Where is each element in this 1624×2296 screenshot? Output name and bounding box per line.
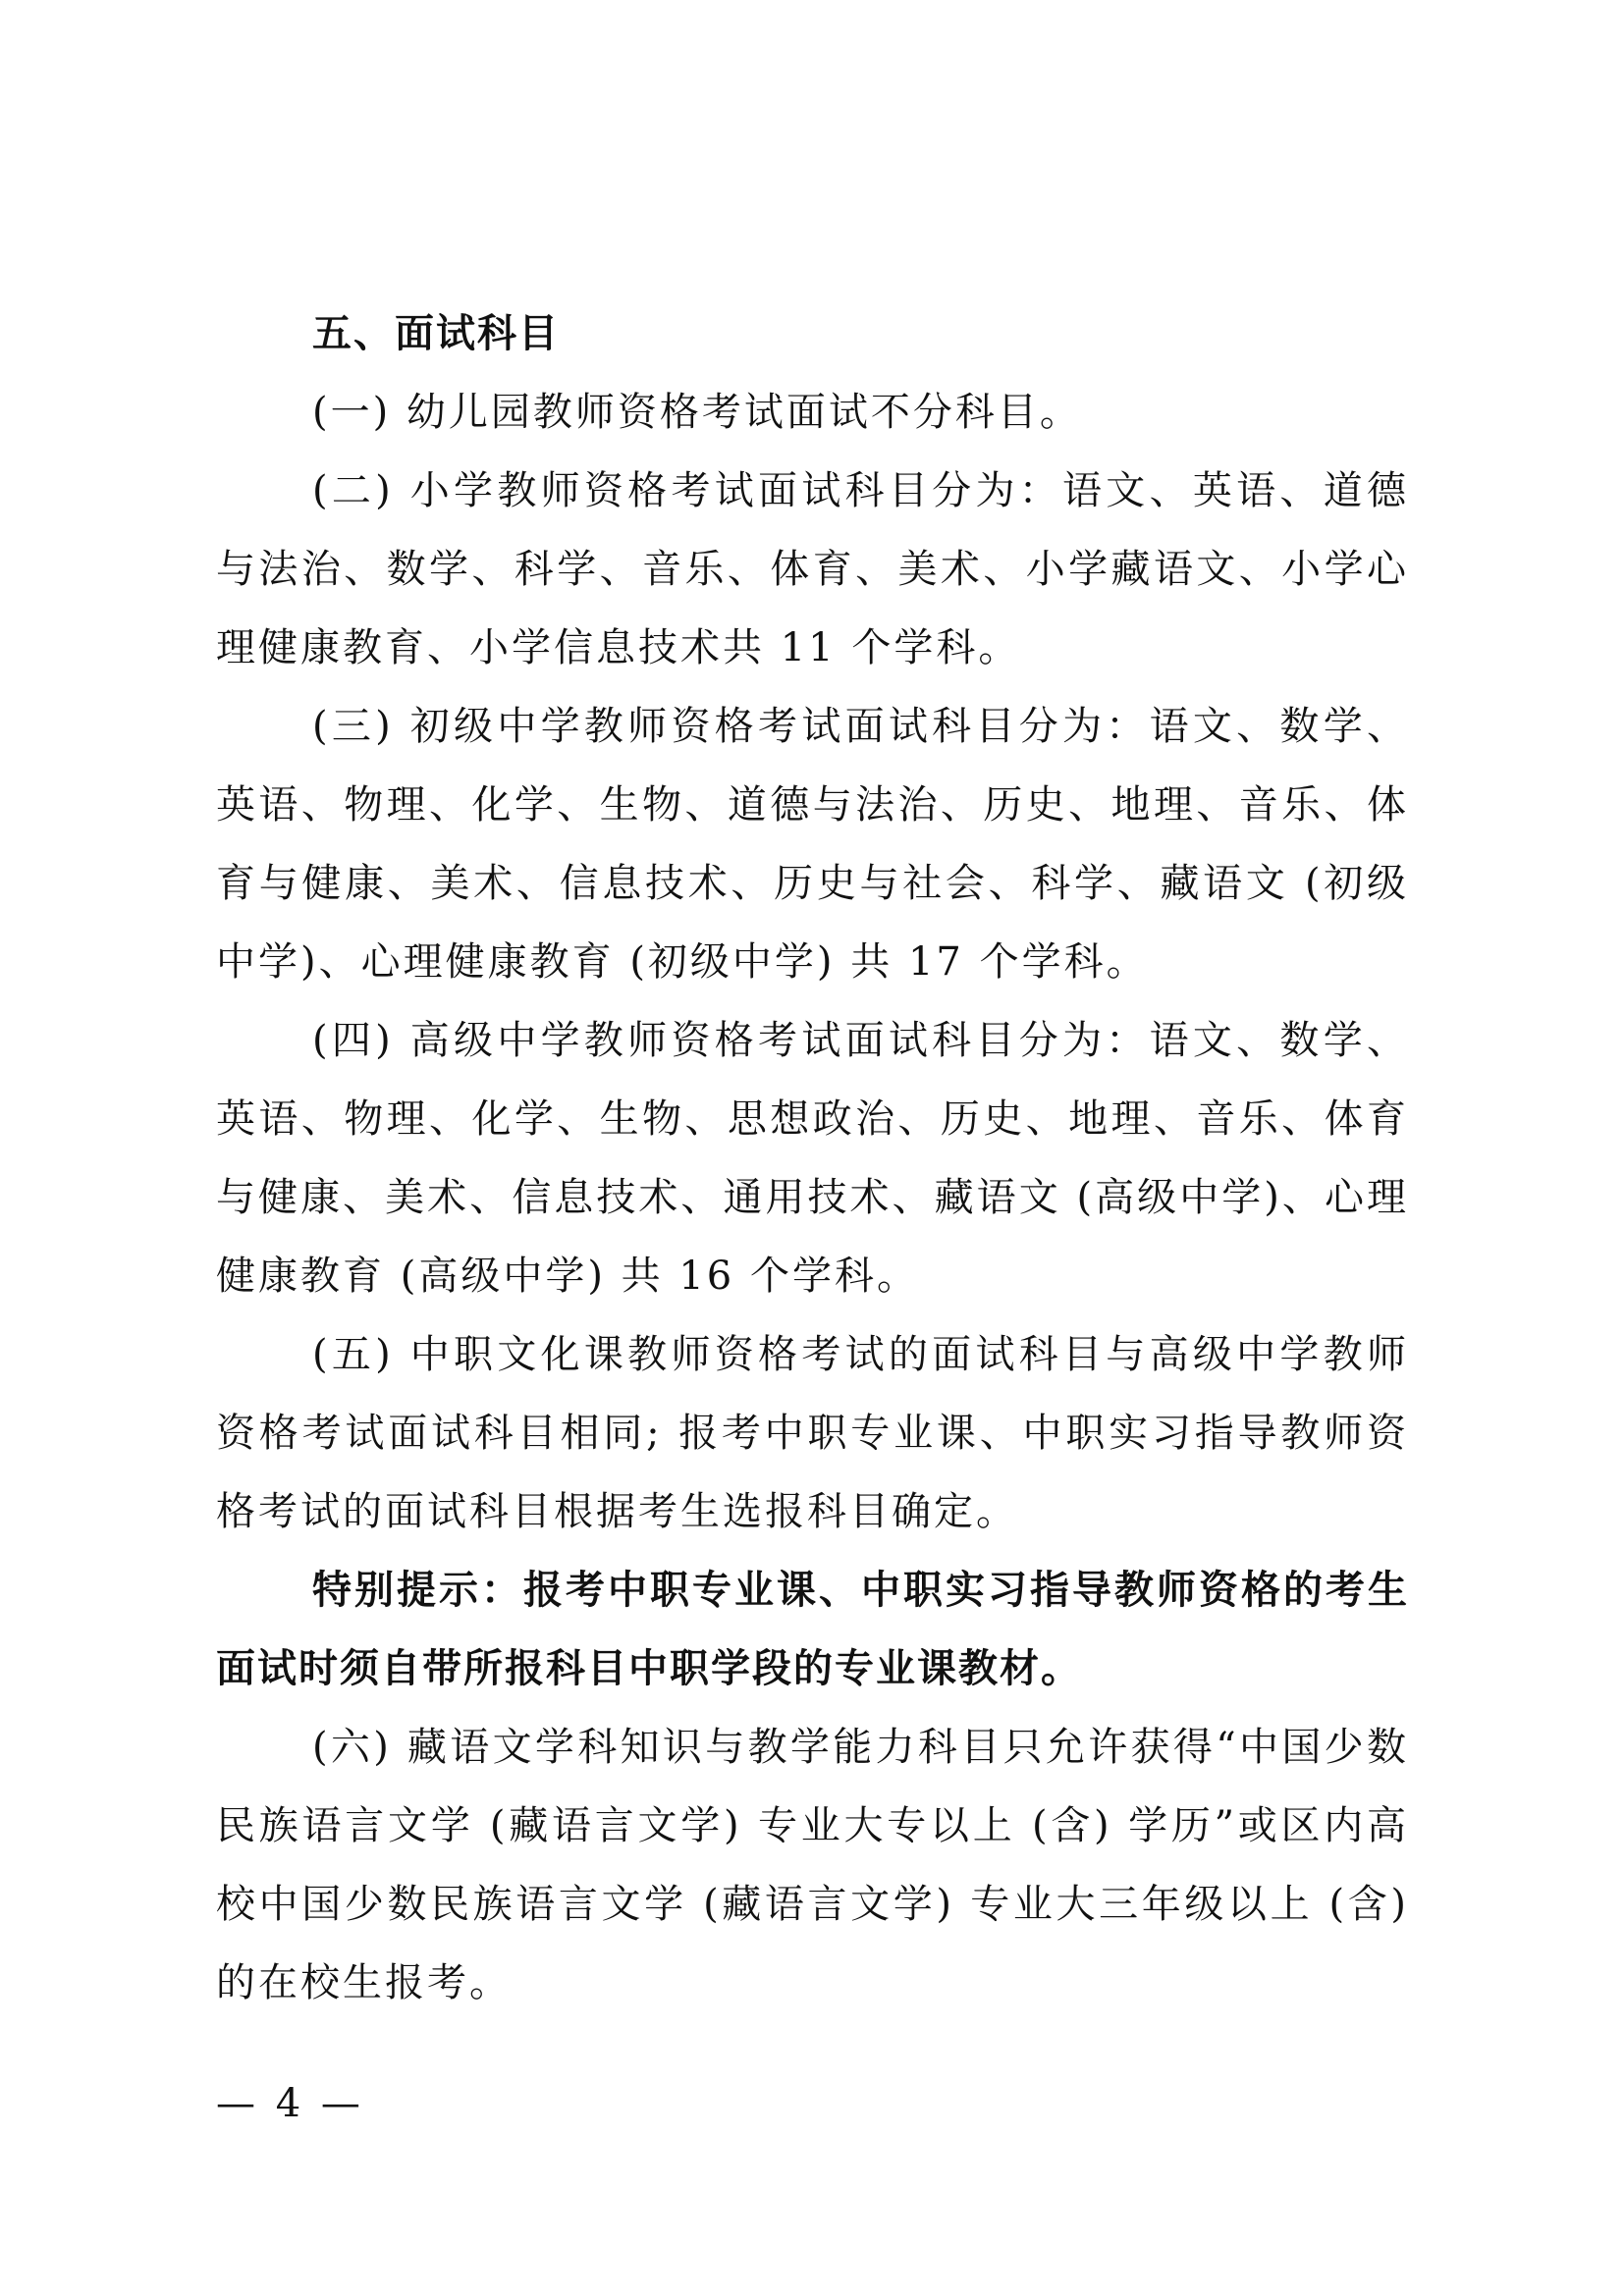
document-body [216,294,1409,2022]
paragraph-primary-school: (二) 小学教师资格考试面试科目分为：语文、英语、道德与法治、数学、科学、音乐、体育、美术、小学藏语文、小学心理健康教育、小学信息技术共 11 个学科。 [216,468,1409,670]
section-heading: 五、面试科目 [312,311,560,356]
special-notice: 特别提示：报考中职专业课、中职实习指导教师资格的考生面试时须自带所报科目中职学段的专业课教材。 [216,1568,1409,1691]
paragraph-kindergarten: (一) 幼儿园教师资格考试面试不分科目。 [312,390,1082,435]
paragraph-junior-high: (三) 初级中学教师资格考试面试科目分为：语文、数学、英语、物理、化学、生物、道德与法治、历史、地理、音乐、体育与健康、美术、信息技术、历史与社会、科学、藏语文 (初级中学)、心理健康教育 (初级中学) 共 17 个学科。 [216,704,1409,985]
paragraph-tibetan: (六) 藏语文学科知识与教学能力科目只允许获得“中国少数民族语言文学 (藏语言文学) 专业大专以上 (含) 学历”或区内高校中国少数民族语言文学 (藏语言文学) 专业大三年级以上 (含) 的在校生报考。 [216,1725,1409,2005]
page-number: — 4 — [216,2081,364,2126]
paragraph-senior-high: (四) 高级中学教师资格考试面试科目分为：语文、数学、英语、物理、化学、生物、思想政治、历史、地理、音乐、体育与健康、美术、信息技术、通用技术、藏语文 (高级中学)、心理健康教育 (高级中学) 共 16 个学科。 [216,1018,1409,1299]
paragraph-vocational: (五) 中职文化课教师资格考试的面试科目与高级中学教师资格考试面试科目相同; 报考中职专业课、中职实习指导教师资格考试的面试科目根据考生选报科目确定。 [216,1332,1409,1534]
